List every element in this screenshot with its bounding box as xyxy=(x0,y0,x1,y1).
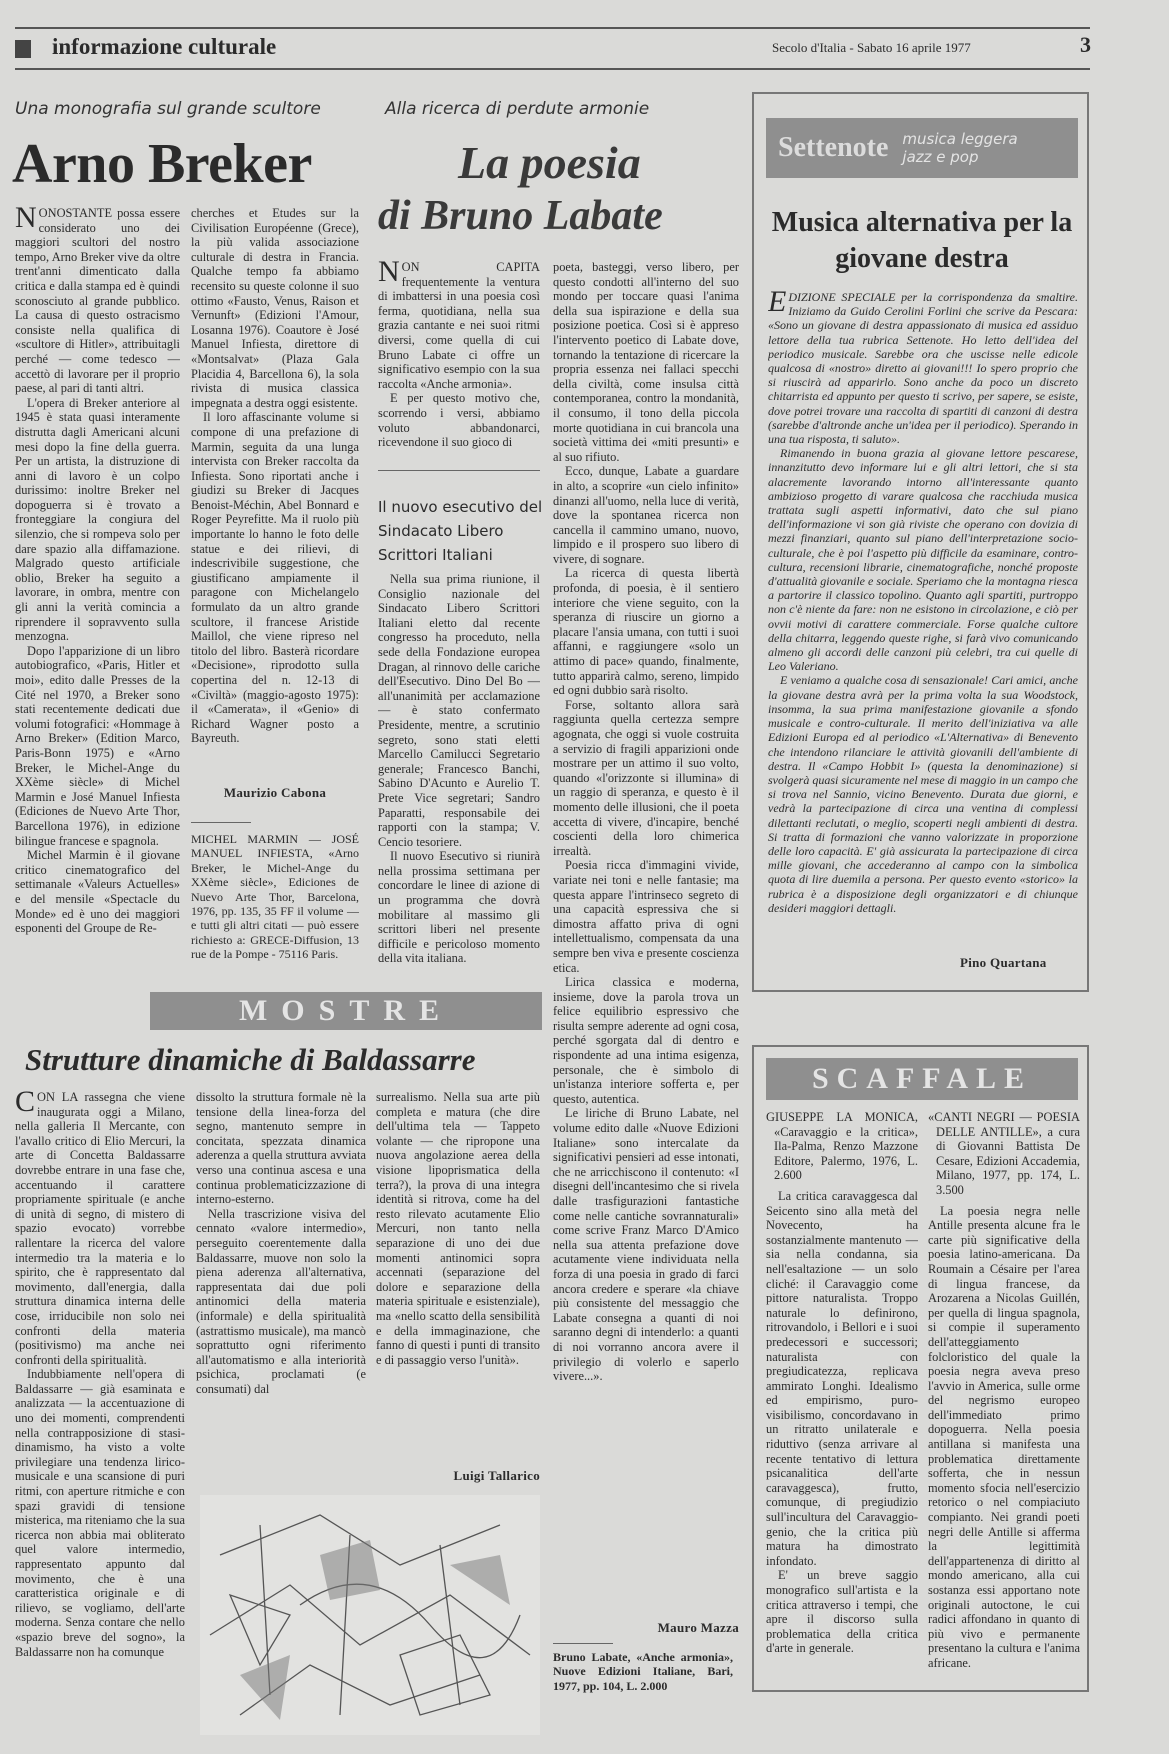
settenote-headline: Musica alternativa per la giovane destra xyxy=(771,207,1073,274)
paragraph: Dopo l'apparizione di un libro autobiografico, «Paris, Hitler et moi», edito dalle Presses de la Cité nel 1970, a Breker sono stati recentemente dedicati due volumi fotografici: «Hommage à Arno Breker» (Edition Marco, Paris-Bonn 1975) e «Arno Breker, le Michel-Ange du XXème siècle» di Michel Marmin e José Manuel Infiesta (Ediciones de Nuevo Arte Thor, Barcellona 1976), in edizione bilingue francese e spagnola. xyxy=(15,643,180,848)
paragraph: Michel Marmin è il giovane critico cinematografico del settimanale «Valeurs Actuelles» e del mensile «Spectacle du Monde» ed è uno dei maggiori esponenti del Groupe de Re- xyxy=(15,848,180,936)
mostre-column-2 xyxy=(196,1090,366,1480)
settenote-banner-subtitle: musica leggera jazz e pop xyxy=(902,130,1018,166)
dateline: Secolo d'Italia - Sabato 16 aprile 1977 xyxy=(772,40,971,55)
paragraph: Nella sua prima riunione, il Consiglio nazionale del Sindacato Libero Scrittori Italiani eletto dal recente congresso ha proceduto, nella sede della Fondazione europea Dragan, al rinnovo delle cariche dell'Esecutivo. Dino Del Bo — all'unanimità per acclamazione — è stato confermato Presidente, mentre, a scrutinio segreto, sono stati eletti Marcello Camilucci Segretario generale; Francesco Banchi, Sabino D'Acunto e Aurelio T. Prete Vice segretari; Sandro Paparatti, responsabile dei rapporti con la stampa; V. Cencio tesoriere. xyxy=(378,572,540,849)
mostre-headline: Strutture dinamiche di Baldassarre xyxy=(25,1042,476,1077)
labate-kicker: Alla ricerca di perdute armonie xyxy=(385,99,650,119)
artwork-illustration xyxy=(200,1495,540,1735)
breker-kicker: Una monografia sul grande scultore xyxy=(15,99,321,119)
masthead-bottom-rule xyxy=(15,68,1090,70)
paragraph: dissolto la struttura formale nè la tensione della linea-forza del segno, mantenuto sempre in concitata, spezzata dinamica aderenza a quella struttura avviata verso una continua ascesa e una continua problematicizzazione di interno-esterno. xyxy=(196,1090,366,1207)
paragraph: Rimanendo in buona grazia al giovane lettore pescarese, innanzitutto devo informare lui e gli altri lettori, che si sta alacremente lavorando intorno all'interessante quanto ambizioso progetto di varare qualcosa che racchiuda musica trattata sugli aspetti informativi, dato che sul piano dell'informazione vi son già riviste che operano con dovizia di mezzi finanziari, quanto sul piano dell'interpretazione socio-culturale, che è poi l'aspetto più difficile da esaminare, contro-cultura, recensioni librarie, cinematografiche, nonché proposte d'attualità giovanile e sociale. Speriamo che la montagna riesca a partorire il classico topolino. Quanto agli spartiti, purtroppo non c'è niente da fare: non ne esistono in circolazione, e ciò per ovvii motivi di carattere commerciale. Forse qualche cultore della chitarra, leggendo queste righe, si farà vivo comunicando almeno gli accordi delle canzoni più celebri, tra cui quelle di Leo Valeriano. xyxy=(768,446,1078,674)
paragraph: E veniamo a qualche cosa di sensazionale! Cari amici, anche la giovane destra avrà per la prima volta la sua Woodstock, insomma, la sua prima manifestazione giovanile a sfondo musicale e contro-culturale. Il merito dell'iniziativa va alle Edizioni Europa ed al periodico «L'Alternativa» di Benevento che intendono rilanciare le attività giovanili dell'ambiente di destra. Il «Campo Hobbit I» (questa la denominazione) si svolgerà quasi sicuramente nel mese di maggio in un campo che si trova nel Sannio, vicino Benevento. Durata due giorni, e vedrà la partecipazione di circa una ventina di complessi dilettanti reclutati, o meglio, scoperti negli ambienti di destra. Si tratta di formazioni che vanno valorizzate in proporzione delle loro capacità. E' già assicurata la partecipazione di circa mille giovani, che accederanno al campo con la simbolica quota di lire duemila a persona. Per questo evento «storico» la rubrica è a disposizione degli organizzatori e di chiunque desideri maggiori dettagli. xyxy=(768,673,1078,915)
paragraph: Il nuovo Esecutivo si riunirà nella prossima settimana per concordare le linee di azione di un programma che dovrà mobilitare al massimo gli scrittori liberi nel presente difficile e pericoloso momento della vita italiana. xyxy=(378,849,540,966)
page-number: 3 xyxy=(1080,32,1091,57)
paragraph: Le liriche di Bruno Labate, nel volume edito dalle «Nuove Edizioni Italiane» sono intercalate da significativi pensieri ad esse intonati, che ne arricchiscono il contenuto: «I disegni dell'incantesimo che si rivela dalle trasfigurazioni fantastiche come nelle cantiche sovrannaturali» come scrive Franz Marco D'Amico nella sua attenta prefazione dove acutamente viene individuata nella forza di una poesia in grado di farci ancora credere e sperare «la chiave più consistente del messaggio che Labate consegna a quanti di noi saranno degni di intenderlo: a quanti di noi vorranno ancora avere il privilegio di volerlo e saperlo vivere...». xyxy=(553,1106,739,1384)
breker-column-1 xyxy=(15,206,180,1006)
labate-column-2 xyxy=(553,260,739,1615)
settenote-banner xyxy=(766,118,1078,178)
breker-column-2 xyxy=(191,206,359,780)
scaffale-column-2 xyxy=(928,1110,1080,1682)
masthead-top-rule xyxy=(15,27,1090,29)
sindacato-body xyxy=(378,572,540,1002)
mostre-banner xyxy=(150,992,542,1030)
breker-headline: Arno Breker xyxy=(12,133,312,195)
paragraph: Poesia ricca d'immagini vivide, variate nei toni e nelle fantasie; ma questa appare l'intrinseco segreto di una capacità espressiva che si dimostra affatto priva di ogni intellettualismo, compensata da una sempre ben viva e presente coscienza etica. xyxy=(553,858,739,975)
labate-book-note: Bruno Labate, «Anche armonia», Nuove Edizioni Italiane, Bari, 1977, pp. 104, L. 2.000 xyxy=(553,1650,733,1693)
labate-byline: Mauro Mazza xyxy=(657,1620,739,1635)
paragraph: Nella trascrizione visiva del cennato «valore intermedio», perseguito coerentemente dalla Baldassarre, muove non solo la piena aderenza all'alternativa, rappresentata dai due poli antinomici della materia (informale) e della spiritualità (astrattismo musicale), ma mancò soprattutto ogni riferimento all'automatismo e alla interiorità psichica, proclamati (e consumati) dal xyxy=(196,1206,366,1396)
settenote-body xyxy=(768,290,1078,948)
paragraph: E' un breve saggio monografico sull'artista e la critica attraverso i tempi, che apre il discorso sulla problematica della critica d'arte in generale. xyxy=(766,1568,918,1656)
paragraph: surrealismo. Nella sua arte più completa e matura (che dire dell'ultima tela — Tappeto volante — che ripropone una nuova angolazione aerea della visione lipoprismatica della terra?), la prova di una integra identità si ritrova, come ha del resto rilevato acutamente Elio Mercuri, non tanto nella separazione di uno dei due momenti antinomici sopra accennati (separazione del dolore e separazione della materia spirituale e esistenziale), ma «nello scatto della sensibilità e della immaginazione, che fanno di questi i punti di transito e di passaggio verso l'unità». xyxy=(376,1090,540,1367)
section-square-icon xyxy=(15,40,31,58)
scaffale-banner xyxy=(766,1058,1078,1100)
paragraph: Forse, soltanto allora sarà raggiunta quella certezza sempre agognata, che oggi si vuole costruita a servizio di fragili apparizioni onde mostrare per un attimo il suo volto, quando «l'orizzonte si illumina» di un raggio di speranza, e questo è il momento delle illusioni, che il poeta accetta di vivere, d'incapire, benché coscienti della loro chimerica irrealtà. xyxy=(553,697,739,858)
breker-byline: Maurizio Cabona xyxy=(223,785,327,800)
paragraph: cherches et Etudes sur la Civilisation Européenne (Grece), la più valida associazione culturale di destra in Francia. Qualche tempo fa abbiamo recensito su queste colonne il suo ottimo «Fausto, Venus, Raison et Vernunft» (Edizioni l'Amour, Losanna 1976). Coautore è José Manuel Infiesta, direttore di «Montsalvat» (Plaza Gala Placidia 4, Barcellona 6), la sola rivista di musica classica impegnata a destra oggi esistente. xyxy=(191,206,359,410)
paragraph: poeta, basteggi, verso libero, per questo condotti all'interno del suo mondo per toccare quasi l'anima della sua ispirazione e della sua posizione poetica. Così si è appreso l'intervento poetico di Labate dove, tornando la tentazione di ricercare la propria essenza nei fallaci specchi della civiltà, come insulsa città contemporanea, contro la mondanità, il consumo, il tono della piccola morte quotidiana in cui brancola una società vittima dei «miti presunti» e al suo rifiuto. xyxy=(553,260,739,464)
scaffale-banner-label: SCAFFALE xyxy=(811,1062,1033,1095)
book-header: «CANTI NEGRI — POESIA DELLE ANTILLE», a cura di Giovanni Battista De Cesare, Edizioni Accademia, Milano, 1977, pp. 174, L. 3.500 xyxy=(928,1110,1080,1197)
paragraph: La poesia negra nelle Antille presenta alcune fra le carte più significative della poesia latino-americana. Da Roumain a Césaire per l'area di lingua francese, da Arozarena a Nicolas Guillén, per quella di lingua spagnola, si compie il superamento dell'atteggiamento folcloristico del quale la poesia negra aveva preso l'avvio in America, sulle orme del negrismo europeo dell'immediato primo dopoguerra. Nella poesia antillana si manifesta una problematica direttamente sofferta, che in nessun momento sfocia nell'esercizio retorico o nel compiaciuto compianto. Nei grandi poeti negri delle Antille si afferma la legittimità dell'appartenenza di diritto al mondo americano, alla cui sostanza essi apportano note originali autoctone, le cui radici affondano in quanto di più vivo e permanente presentano la cultura e l'anima africane. xyxy=(928,1203,1080,1670)
mostre-banner-label: MOSTRE xyxy=(238,994,454,1027)
mostre-byline: Luigi Tallarico xyxy=(453,1468,540,1483)
settenote-byline: Pino Quartana xyxy=(960,955,1047,970)
paragraph: NON CAPITA frequentemente la ventura di imbattersi in una poesia così ferma, quotidiana, nella sua grazia cantante e nei suoi ritmi diversi, come quella di cui Bruno Labate ci offre un significativo esempio con la sua raccolta «Anche armonia». xyxy=(378,260,540,391)
paragraph: NONOSTANTE possa essere considerato uno dei maggiori scultori del nostro tempo, Arno Breker vive da oltre trent'anni dimenticato dalla critica e dalla stampa ed è quindi sconosciuto al grande pubblico. La causa di questo ostracismo consiste nella qualifica di «scultore di Hitler», attribuitagli perché — come tedesco — accettò di lavorare per il proprio paese, al pari di tanti altri. xyxy=(15,206,180,396)
scaffale-column-1 xyxy=(766,1110,918,1682)
mostre-column-1 xyxy=(15,1090,185,1735)
divider xyxy=(191,822,251,823)
paragraph: Indubbiamente nell'opera di Baldassarre — già esaminata e analizzata — la accentuazione di uno dei momenti, comprendenti nella contrapposizione di stasi-dinamismo, ha visto a volte privilegiare una tendenza lirico-musicale e una scansione di puri ritmi, con aperture ritmiche e con spazi gravidi di tensione misterica, ma riteniamo che la sua ricerca non abbia mai obliterato quel valore intermedio, rappresentato appunto dal movimento, che è una caratteristica originale e di rilievo, se vogliamo, dell'arte moderna. Senza contare che nello «spazio breve del sogno», la Baldassarre non ha comunque xyxy=(15,1367,185,1659)
paragraph: EDIZIONE SPECIALE per la corrispondenza da smaltire. Iniziamo da Guido Cerolini Forlini che scrive da Pescara: «Sono un giovane di destra appassionato di musica ed assiduo lettore della tua rubrica Settenote. Ho letto dell'idea del periodico musicale. Sarebbe ora che uscisse nelle edicole qualcosa di «nostro» diretto ai giovani!!! Io spero proprio che si riuscirà ad apparirlo. Sono anche da poco un discreto chitarrista ed appunto per questo ti scrivo, per sapere, se esiste, dove potrei trovare una raccolta di spartiti di canzoni di destra (sarebbe d'altronde anche un'idea per il periodico). Sperando in una tua risposta, ti saluto». xyxy=(768,290,1078,447)
paragraph: Lirica classica e moderna, insieme, dove la parola trova un felice equilibrio espressivo che risulta sempre aderente ad ogni cosa, perché sgorgata dal di dentro e rispondente ad una intima esigenza, personale, che è simbolo di un'istanza interiore sofferta e, per questo, autentica. xyxy=(553,975,739,1106)
paragraph: CON LA rassegna che viene inaugurata oggi a Milano, nella galleria Il Mercante, con l'avallo critico di Elio Mercuri, la arte di Concetta Baldassarre dovrebbe entrare in una fase che, accentuando il carattere propriamente spirituale (e anche di unità di segno, di mistero di spazio evocato) vorrebbe rallentare la ricerca del valore intermedio tra la materia e lo spirito, che è rappresentato dal movimento, dall'energia, dalla struttura dinamica interna delle cose, irriducibile non solo nei confronti della materia (positivismo) ma anche nei confronti della spiritualità. xyxy=(15,1090,185,1367)
mostre-column-3 xyxy=(376,1090,540,1462)
section-title: informazione culturale xyxy=(52,34,277,59)
divider xyxy=(378,470,540,471)
paragraph: La critica caravaggesca dal Seicento sino alla metà del Novecento, ha sostanzialmente mantenuto — sia nella condanna, sia nell'esaltazione — un solo cliché: il Caravaggio come pittore naturalista. Troppo naturale lo definirono, ritrovandolo, i Bellori e i suoi predecessori e successori; naturalista con pregiudicatezza, replicava ammirato Longhi. Idealismo ed empirismo, puro-visibilismo, concordavano in un ritratto unilaterale e riduttivo (senza arrivare al recente tentativo di lettura psicanalitica dell'arte caravaggesca), frutto, comunque, di pregiudizio sull'incultura del Caravaggio-genio, che la critica più matura ha dimostrato infondato. xyxy=(766,1188,918,1568)
paragraph: L'opera di Breker anteriore al 1945 è stata quasi interamente distrutta dagli Americani alcuni mesi dopo la fine della guerra. Per un artista, la distruzione di anni di lavoro è un colpo durissimo: inoltre Breker nel dopoguerra si è trovato a fronteggiare la congiura del silenzio, che si rompeva solo per dare spazio alla diffamazione. Malgrado questo artificiale oblio, Breker ha seguito a lavorare, in ombra, mentre con gli anni la verità comincia a riprendere il sopravvento sulla menzogna. xyxy=(15,395,180,644)
labate-headline-line1: La poesia xyxy=(458,137,641,188)
labate-column-1 xyxy=(378,260,540,450)
paragraph: Il loro affascinante volume si compone di una prefazione di Marmin, seguita da una lunga intervista con Breker raccolta da Infiesta. Sono riportati anche i giudizi su Breker di Jacques Benoist-Méchin, Abel Bonnard e Roger Peyrefitte. Ma il ruolo più importante lo hanno le foto delle statue e dei rilievi, di indescrivibile suggestione, che giustificano ampiamente il paragone con Michelangelo formulato da un altro grande scultore, il francese Aristide Maillol, che viene ripreso nel titolo del libro. Basterà ricordare «Decisione», riprodotto sulla copertina del n. 12-13 di «Civiltà» (maggio-agosto 1975): il «Camerata», il «Genio» di Richard Wagner posto a Bayreuth. xyxy=(191,410,359,746)
labate-headline-line2: di Bruno Labate xyxy=(378,193,663,239)
paragraph: Ecco, dunque, Labate a guardare in alto, a scoprire «un cielo infinito» dinanzi all'uomo, nella luce di verità, dove la spontanea ricerca non cancella il cammino umano, nuovo, limpido e il prospero suo libero di vivere, di sognare. xyxy=(553,464,739,566)
settenote-banner-title: Settenote xyxy=(778,132,889,163)
book-header: GIUSEPPE LA MONICA, «Caravaggio e la critica», Ila-Palma, Renzo Mazzone Editore, Palermo, 1976, L. 2.600 xyxy=(766,1110,918,1183)
paragraph: E per questo motivo che, scorrendo i versi, abbiamo voluto abbandonarci, ricevendone il suo gioco di xyxy=(378,391,540,450)
divider xyxy=(553,1643,613,1644)
breker-book-note: MICHEL MARMIN — JOSÉ MANUEL INFIESTA, «Arno Breker, le Michel-Ange du XXème siècle», Ediciones de Nuevo Arte Thor, Barcelona, 1976, pp. 135, 35 FF il volume — e tutti gli altri citati — può essere richiesto a: GRECE-Diffusion, 13 rue de la Pompe - 75116 Paris. xyxy=(191,832,359,962)
paragraph: La ricerca di questa libertà profonda, di poesia, è il sentiero interiore che viene seguito, con la speranza di riuscire un giorno a placare l'ansia umana, con tutti i suoi affanni, e raggiungere «solo un attimo di pace» quando, finalmente, tutto apparirà calmo, sereno, limpido ed ogni dubbio sarà risolto. xyxy=(553,566,739,698)
abstract-drawing xyxy=(200,1495,540,1735)
sindacato-headline: Il nuovo esecutivo del Sindacato Libero Scrittori Italiani xyxy=(378,498,543,564)
